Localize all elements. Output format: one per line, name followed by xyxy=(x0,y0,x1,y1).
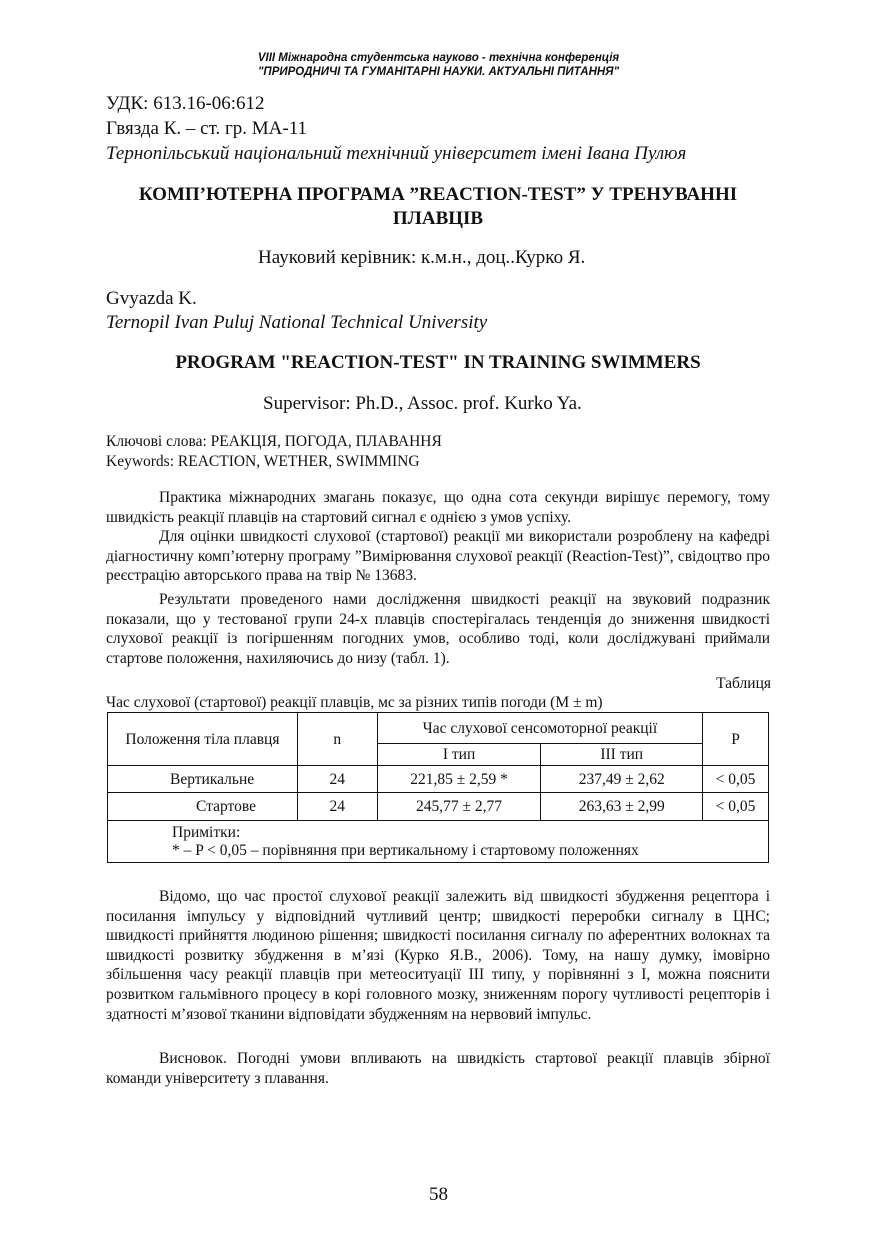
notes-text: * – P < 0,05 – порівняння при вертикальному і стартовому положеннях xyxy=(172,841,639,859)
cell-n: 24 xyxy=(297,766,377,793)
title-en: PROGRAM "REACTION-TEST" IN TRAINING SWIMMERS xyxy=(175,352,701,373)
table-header-row xyxy=(108,713,769,744)
table-notes-row xyxy=(108,821,769,863)
affiliation-ua: Тернопільський національний технічний університет імені Івана Пулюя xyxy=(106,143,687,164)
header-p: P xyxy=(703,713,769,766)
author-en: Gvyazda K. xyxy=(106,288,197,309)
table-row xyxy=(108,793,769,821)
supervisor-en: Supervisor: Ph.D., Assoc. prof. Kurko Ya. xyxy=(263,393,582,414)
header-type3: ІІІ тип xyxy=(541,744,703,766)
page-number: 58 xyxy=(429,1184,448,1205)
paragraph-intro: Практика міжнародних змагань показує, що одна сота секунди вирішує перемогу, тому швидкість реакції плавців на стартовий сигнал є однією з умов успіху. xyxy=(106,489,770,526)
cell-position: Вертикальне xyxy=(108,766,298,793)
paragraph-results: Результати проведеного нами дослідження швидкості реакції на звуковий подразник показали, що у тестованої групи 24-х плавців спостерігалась тенденція до зниження швидкості слухової реакції із погіршенням погодних умов, особливо тоді, коли досліджувані приймали стартове положення, нахиляючись до низу (табл. 1). xyxy=(106,591,770,667)
table-caption: Час слухової (стартової) реакції плавців, мс за різних типів погоди (M ± m) xyxy=(106,694,603,711)
cell-type1: 245,77 ± 2,77 xyxy=(377,793,541,821)
header-type1: І тип xyxy=(377,744,541,766)
paragraph-conclusion: Висновок. Погодні умови впливають на швидкість стартової реакції плавців збірної команди університету з плавання. xyxy=(106,1050,770,1087)
paragraph-method: Для оцінки швидкості слухової (стартової) реакції ми використали розроблену на кафедрі діагностичну комп’ютерну програму ”Вимірювання слухової реакції (Reaction-Test)”, свідоцтво про реєстрацію авторського права на твір № 13683. xyxy=(106,528,770,585)
udk-code: УДК: 613.16-06:612 xyxy=(106,93,265,114)
cell-n: 24 xyxy=(297,793,377,821)
conference-header-line2: "ПРИРОДНИЧІ ТА ГУМАНІТАРНІ НАУКИ. АКТУАЛЬНІ ПИТАННЯ" xyxy=(257,66,620,78)
results-table xyxy=(107,712,769,863)
paragraph-discussion: Відомо, що час простої слухової реакції залежить від швидкості збудження рецептора і посилання імпульсу у відповідний чутливий центр; швидкості переробки сигналу в ЦНС; швидкості прийняття людиною рішення; швидкості посилання сигналу по аферентних волокнах та швидкості розвитку збудження в м’язі (Курко Я.В., 2006). Тому, на нашу думку, імовірно збільшення часу реакції плавців при метеоситуації ІІІ типу, у порівнянні з І, можна пояснити розвитком гальмівного процесу в корі головного мозку, зниженням порогу чутливості рецепторів і здатності м’язової тканини відповідати збудженням на нервовий імпульс. xyxy=(106,888,770,1023)
keywords-en: Keywords: REACTION, WETHER, SWIMMING xyxy=(106,453,420,470)
notes-title: Примітки: xyxy=(172,823,241,841)
header-n: n xyxy=(297,713,377,766)
cell-p: < 0,05 xyxy=(703,793,769,821)
affiliation-en: Ternopil Ivan Puluj National Technical University xyxy=(106,312,488,333)
title-ua-line1: КОМП’ЮТЕРНА ПРОГРАМА ”REACTION-TEST” У ТРЕНУВАННІ xyxy=(138,184,738,205)
header-position: Положення тіла плавця xyxy=(108,713,298,766)
cell-type3: 237,49 ± 2,62 xyxy=(541,766,703,793)
header-reaction-time: Час слухової сенсомоторної реакції xyxy=(377,713,702,744)
author-ua: Гвязда К. – ст. гр. МА-11 xyxy=(106,118,307,139)
supervisor-ua: Науковий керівник: к.м.н., доц..Курко Я. xyxy=(258,247,586,268)
cell-type3: 263,63 ± 2,99 xyxy=(541,793,703,821)
cell-p: < 0,05 xyxy=(703,766,769,793)
title-ua-line2: ПЛАВЦІВ xyxy=(392,208,484,229)
table-label: Таблиця xyxy=(716,675,771,692)
conference-header-line1: VIII Міжнародна студентська науково - технічна конференція xyxy=(257,52,620,64)
table-row xyxy=(108,766,769,793)
keywords-ua: Ключові слова: РЕАКЦІЯ, ПОГОДА, ПЛАВАННЯ xyxy=(106,433,442,450)
table-notes xyxy=(108,821,769,863)
cell-position: Стартове xyxy=(108,793,298,821)
cell-type1: 221,85 ± 2,59 * xyxy=(377,766,541,793)
